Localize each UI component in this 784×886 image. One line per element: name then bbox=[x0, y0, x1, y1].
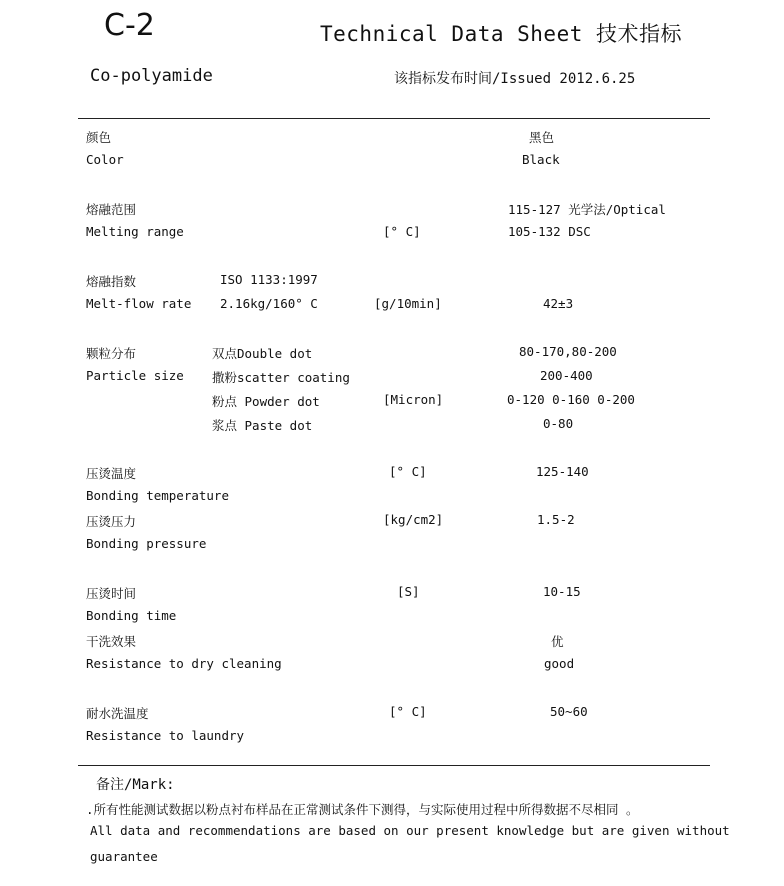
dry-clean-value-en: good bbox=[544, 656, 575, 671]
particle-item-value: 200-400 bbox=[540, 368, 593, 383]
bond-pressure-label-cn: 压烫压力 bbox=[86, 514, 137, 529]
laundry-label-cn: 耐水洗温度 bbox=[86, 706, 149, 721]
mfr-label-cn: 熔融指数 bbox=[86, 274, 137, 289]
particle-item-name: 粉点 Powder dot bbox=[212, 394, 320, 409]
remark-line-cn: .所有性能测试数据以粉点衬布样品在正常测试条件下测得，与实际使用过程中所得数据不尽相同 。 bbox=[86, 802, 639, 817]
particle-item-name: 双点Double dot bbox=[212, 346, 313, 361]
color-value-cn: 黑色 bbox=[529, 130, 555, 145]
color-value-en: Black bbox=[522, 152, 560, 167]
melting-value-optical: 115-127 光学法/Optical bbox=[508, 202, 666, 217]
bond-time-unit: [S] bbox=[397, 584, 420, 599]
top-divider bbox=[78, 118, 710, 119]
bond-time-label-cn: 压烫时间 bbox=[86, 586, 137, 601]
bond-pressure-label-en: Bonding pressure bbox=[86, 536, 207, 551]
mfr-condition: 2.16kg/160° C bbox=[220, 296, 318, 311]
dry-clean-value-cn: 优 bbox=[551, 634, 564, 649]
bond-pressure-value: 1.5-2 bbox=[537, 512, 575, 527]
laundry-value: 50~60 bbox=[550, 704, 588, 719]
mfr-standard: ISO 1133:1997 bbox=[220, 272, 318, 287]
issued-date: 该指标发布时间/Issued 2012.6.25 bbox=[394, 71, 636, 87]
bond-temp-unit: [° C] bbox=[389, 464, 427, 479]
mfr-value: 42±3 bbox=[543, 296, 574, 311]
color-label-en: Color bbox=[86, 152, 124, 167]
melting-value-dsc: 105-132 DSC bbox=[508, 224, 591, 239]
dry-clean-label-en: Resistance to dry cleaning bbox=[86, 656, 282, 671]
bond-pressure-unit: [kg/cm2] bbox=[383, 512, 444, 527]
product-name: Co-polyamide bbox=[90, 66, 213, 86]
bond-time-value: 10-15 bbox=[543, 584, 581, 599]
remark-line-en-cont: guarantee bbox=[90, 849, 158, 864]
mfr-label-en: Melt-flow rate bbox=[86, 296, 192, 311]
particle-item-value: 0-120 0-160 0-200 bbox=[507, 392, 635, 407]
laundry-label-en: Resistance to laundry bbox=[86, 728, 245, 743]
particle-unit: [Micron] bbox=[383, 392, 444, 407]
bond-temp-label-en: Bonding temperature bbox=[86, 488, 229, 503]
mfr-unit: [g/10min] bbox=[374, 296, 442, 311]
color-label-cn: 颜色 bbox=[86, 130, 112, 145]
bottom-divider bbox=[78, 765, 710, 766]
bond-time-label-en: Bonding time bbox=[86, 608, 177, 623]
bond-temp-label-cn: 压烫温度 bbox=[86, 466, 137, 481]
product-code: C-2 bbox=[104, 8, 155, 43]
melting-label-cn: 熔融范围 bbox=[86, 202, 137, 217]
particle-item-value: 0-80 bbox=[543, 416, 574, 431]
document-title: Technical Data Sheet 技术指标 bbox=[320, 22, 683, 46]
melting-label-en: Melting range bbox=[86, 224, 184, 239]
remark-heading: 备注/Mark: bbox=[96, 777, 175, 793]
particle-item-name: 浆点 Paste dot bbox=[212, 418, 313, 433]
particle-label-en: Particle size bbox=[86, 368, 184, 383]
remark-line-en: All data and recommendations are based on our present knowledge but are given without bbox=[90, 823, 730, 838]
particle-label-cn: 颗粒分布 bbox=[86, 346, 137, 361]
bond-temp-value: 125-140 bbox=[536, 464, 589, 479]
melting-unit: [° C] bbox=[383, 224, 421, 239]
particle-item-name: 撒粉scatter coating bbox=[212, 370, 350, 385]
dry-clean-label-cn: 干洗效果 bbox=[86, 634, 137, 649]
laundry-unit: [° C] bbox=[389, 704, 427, 719]
particle-item-value: 80-170,80-200 bbox=[519, 344, 617, 359]
